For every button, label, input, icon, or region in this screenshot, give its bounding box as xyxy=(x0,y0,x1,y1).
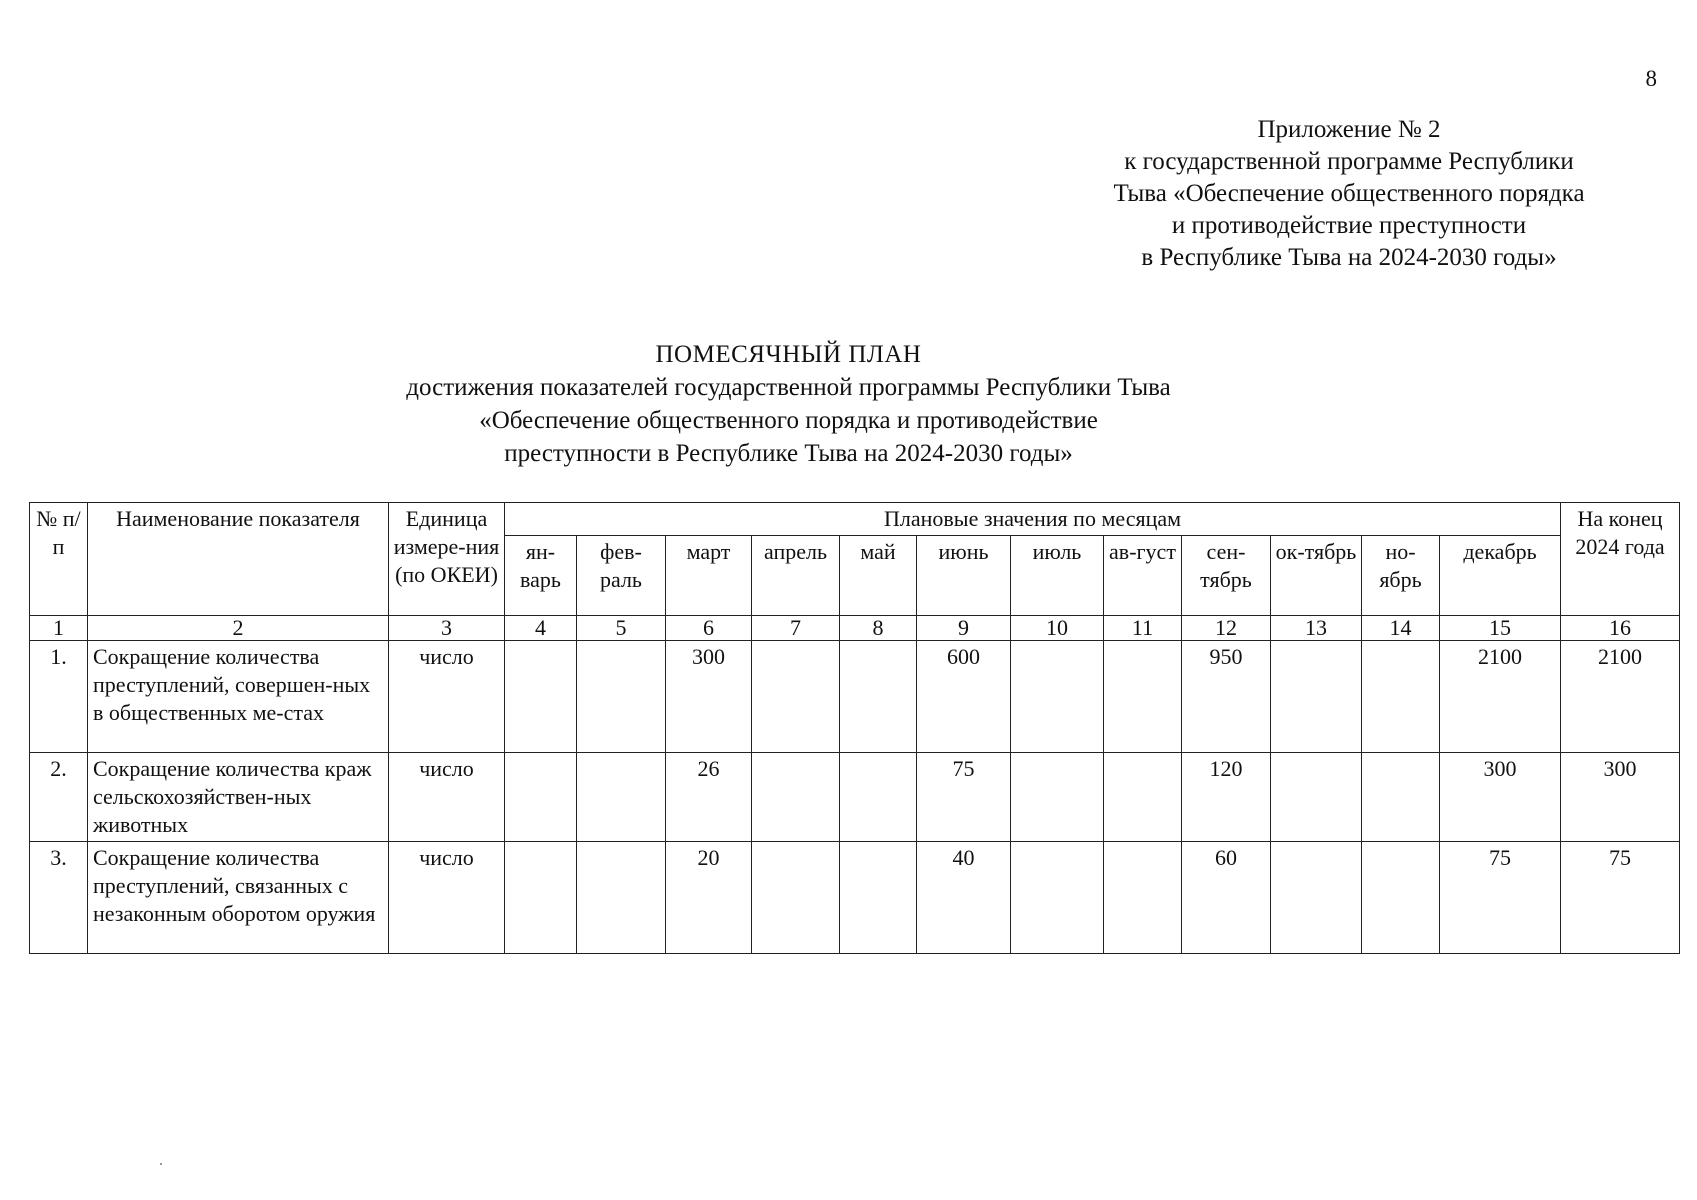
month-value: 26 xyxy=(666,753,752,842)
appendix-line: к государственной программе Республики xyxy=(1124,148,1574,175)
column-number: 10 xyxy=(1011,616,1104,641)
column-number: 7 xyxy=(752,616,840,641)
month-value xyxy=(1271,641,1362,753)
month-value xyxy=(840,753,917,842)
month-value: 20 xyxy=(666,842,752,954)
header-month: март xyxy=(666,536,752,616)
row-num: 3. xyxy=(30,842,88,954)
header-month: но-ябрь xyxy=(1362,536,1440,616)
month-value xyxy=(505,641,577,753)
month-value xyxy=(1011,753,1104,842)
header-month: сен-тябрь xyxy=(1182,536,1271,616)
scan-speck xyxy=(160,1163,162,1165)
header-month: ян-варь xyxy=(505,536,577,616)
column-number: 15 xyxy=(1440,616,1561,641)
column-number: 4 xyxy=(505,616,577,641)
appendix-line: и противодействие преступности xyxy=(1171,212,1527,239)
table-row xyxy=(30,753,1680,842)
month-value xyxy=(1104,842,1182,954)
table-row xyxy=(30,842,1680,954)
month-value: 300 xyxy=(1440,753,1561,842)
month-value: 75 xyxy=(1440,842,1561,954)
header-month: май xyxy=(840,536,917,616)
indicator-name: Сокращение количества преступлений, совершен-ных в общественных ме-стах xyxy=(88,641,389,753)
month-value xyxy=(1011,641,1104,753)
header-name: Наименование показателя xyxy=(88,503,389,616)
column-number: 8 xyxy=(840,616,917,641)
header-month: июль xyxy=(1011,536,1104,616)
column-number: 1 xyxy=(30,616,88,641)
month-value: 60 xyxy=(1182,842,1271,954)
end-of-year-value: 2100 xyxy=(1561,641,1680,753)
column-number-row xyxy=(30,616,1680,641)
month-value xyxy=(505,753,577,842)
column-number: 9 xyxy=(917,616,1011,641)
title-line: достижения показателей государственной программы Республики Тыва xyxy=(406,374,1171,401)
column-number: 12 xyxy=(1182,616,1271,641)
page-number: 8 xyxy=(1645,66,1657,91)
month-value xyxy=(752,842,840,954)
monthly-plan-table xyxy=(29,502,1680,954)
month-value: 75 xyxy=(917,753,1011,842)
month-value xyxy=(1362,842,1440,954)
column-number: 3 xyxy=(389,616,505,641)
header-unit: Единица измере-ния (по ОКЕИ) xyxy=(389,503,505,616)
header-month: апрель xyxy=(752,536,840,616)
month-value: 2100 xyxy=(1440,641,1561,753)
month-value xyxy=(752,641,840,753)
column-number: 5 xyxy=(577,616,666,641)
column-number: 13 xyxy=(1271,616,1362,641)
unit-cell: число xyxy=(389,753,505,842)
unit-cell: число xyxy=(389,641,505,753)
end-of-year-value: 75 xyxy=(1561,842,1680,954)
title-line: преступности в Республике Тыва на 2024-2030 годы» xyxy=(504,440,1073,467)
month-value: 40 xyxy=(917,842,1011,954)
document-title xyxy=(0,338,1637,470)
month-value xyxy=(1362,753,1440,842)
month-value xyxy=(577,641,666,753)
header-month: фев-раль xyxy=(577,536,666,616)
column-number: 11 xyxy=(1104,616,1182,641)
column-number: 16 xyxy=(1561,616,1680,641)
indicator-name: Сокращение количества краж сельскохозяйствен-ных животных xyxy=(88,753,389,842)
title-line: «Обеспечение общественного порядка и противодействие xyxy=(479,407,1098,434)
column-number: 14 xyxy=(1362,616,1440,641)
unit-cell: число xyxy=(389,842,505,954)
month-value xyxy=(752,753,840,842)
header-planned-values: Плановые значения по месяцам xyxy=(505,503,1561,536)
row-num: 1. xyxy=(30,641,88,753)
month-value xyxy=(1362,641,1440,753)
indicator-name: Сокращение количества преступлений, связанных с незаконным оборотом оружия xyxy=(88,842,389,954)
month-value: 600 xyxy=(917,641,1011,753)
header-month: ав-густ xyxy=(1104,536,1182,616)
month-value xyxy=(1104,753,1182,842)
table-row xyxy=(30,641,1680,753)
month-value: 300 xyxy=(666,641,752,753)
appendix-line: в Республике Тыва на 2024-2030 годы» xyxy=(1141,244,1557,271)
month-value xyxy=(505,842,577,954)
month-value xyxy=(1011,842,1104,954)
appendix-block xyxy=(1049,114,1649,274)
column-number: 6 xyxy=(666,616,752,641)
appendix-line: Приложение № 2 xyxy=(1257,116,1441,143)
column-number: 2 xyxy=(88,616,389,641)
header-month: июнь xyxy=(917,536,1011,616)
month-value xyxy=(577,753,666,842)
header-end-of-year: На конец 2024 года xyxy=(1561,503,1680,616)
header-month: декабрь xyxy=(1440,536,1561,616)
title-heading: ПОМЕСЯЧНЫЙ ПЛАН xyxy=(655,341,922,368)
month-value xyxy=(840,641,917,753)
month-value: 950 xyxy=(1182,641,1271,753)
month-value xyxy=(1104,641,1182,753)
month-value: 120 xyxy=(1182,753,1271,842)
header-month: ок-тябрь xyxy=(1271,536,1362,616)
month-value xyxy=(840,842,917,954)
appendix-line: Тыва «Обеспечение общественного порядка xyxy=(1113,180,1585,207)
month-value xyxy=(1271,842,1362,954)
month-value xyxy=(577,842,666,954)
end-of-year-value: 300 xyxy=(1561,753,1680,842)
month-value xyxy=(1271,753,1362,842)
row-num: 2. xyxy=(30,753,88,842)
header-num: № п/п xyxy=(30,503,88,616)
